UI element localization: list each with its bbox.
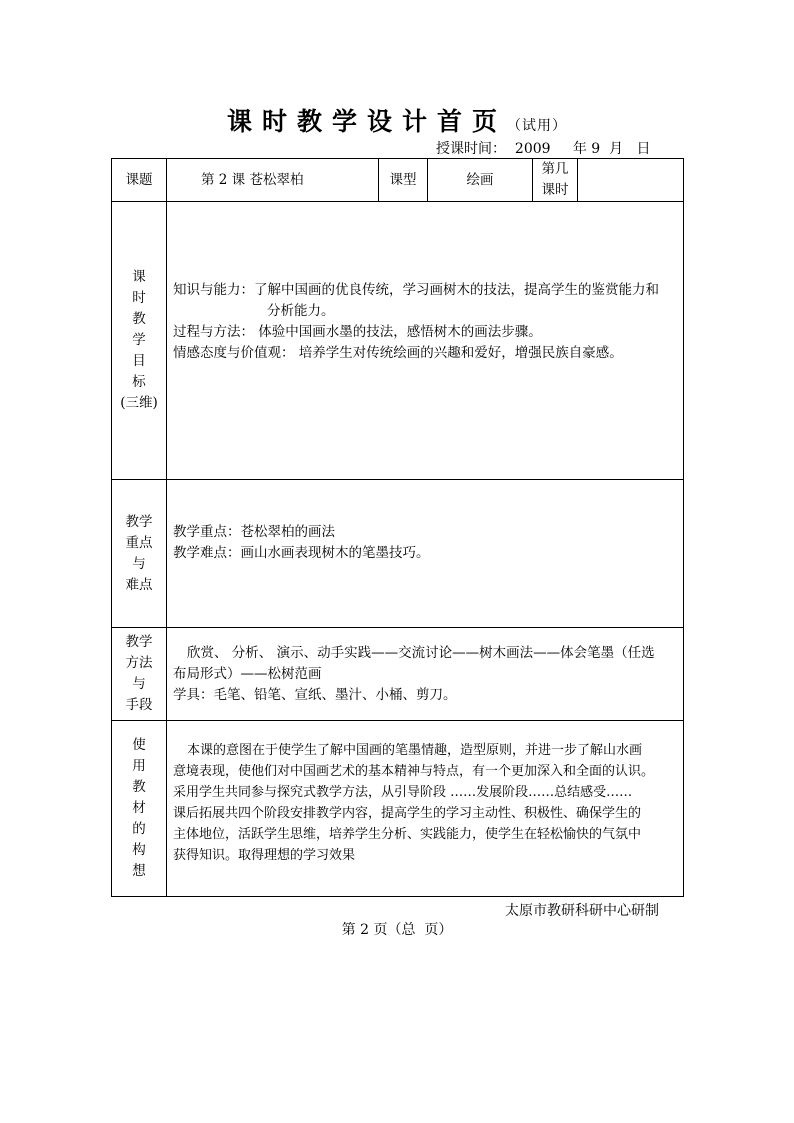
label-char: 学 xyxy=(132,332,146,348)
design-line: 采用学生共同参与探究式教学方法，从引导阶段 ……发展阶段……总结感受…… xyxy=(173,784,633,800)
date-label: 授课时间： xyxy=(436,141,506,157)
objectives-content xyxy=(167,202,684,480)
label-char: 材 xyxy=(132,800,146,816)
design-line: 意境表现，使他们对中国画艺术的基本精神与特点，有一个更加深入和全面的认识。 xyxy=(173,763,655,779)
topic-value: 第 2 课 苍松翠柏 xyxy=(167,159,379,202)
methods-label xyxy=(112,628,167,721)
objectives-row xyxy=(112,202,684,480)
design-content xyxy=(167,721,684,897)
keypoints-label xyxy=(112,480,167,628)
label-char: 教 xyxy=(132,779,146,795)
title-main: 课时教学设计首页 xyxy=(226,107,507,136)
label-char: 课 xyxy=(132,269,146,285)
methods-line: 学具：毛笔、铅笔、宣纸、墨汁、小桶、剪刀。 xyxy=(173,686,457,703)
label-line: 教学 xyxy=(125,634,153,650)
label-line: 与 xyxy=(132,676,146,692)
date-year: 2009 xyxy=(514,141,551,157)
design-line: 本课的意图在于使学生了解中国画的笔墨情趣，造型原则，并进一步了解山水画 xyxy=(187,742,643,758)
label-char: 使 xyxy=(132,737,146,753)
document-title xyxy=(0,102,794,138)
methods-line: 布局形式）——松树范画 xyxy=(173,665,322,682)
design-line: 主体地位，活跃学生思维，培养学生分析、实践能力，使学生在轻松愉快的气氛中 xyxy=(173,826,642,842)
design-line: 课后拓展共四个阶段安排教学内容，提高学生的学习主动性、积极性、确保学生的 xyxy=(173,805,642,821)
methods-content xyxy=(167,628,684,721)
label-char: 用 xyxy=(132,758,146,774)
page-number: 第 2 页（总 页） xyxy=(341,922,453,938)
methods-row xyxy=(112,628,684,721)
objectives-line: 情感态度与价值观： 培养学生对传统绘画的兴趣和爱好，增强民族自豪感。 xyxy=(173,344,623,361)
keypoints-content xyxy=(167,480,684,628)
label-char: 的 xyxy=(132,821,146,837)
header-row xyxy=(112,159,684,202)
label-line: 方法 xyxy=(125,655,153,671)
objectives-line: 知识与能力：了解中国画的优良传统，学习画树木的技法，提高学生的鉴赏能力和 xyxy=(173,281,659,298)
label-char: 时 xyxy=(132,290,146,306)
period-label-line: 第几 xyxy=(541,161,569,177)
design-line: 获得知识。取得理想的学习效果 xyxy=(173,847,356,863)
topic-label: 课题 xyxy=(112,159,167,202)
label-line: 与 xyxy=(132,555,146,572)
label-char: 教 xyxy=(132,311,146,327)
keypoints-row xyxy=(112,480,684,628)
period-value xyxy=(578,159,684,202)
period-label xyxy=(533,159,578,202)
objectives-label xyxy=(112,202,167,480)
label-line: 手段 xyxy=(125,697,153,713)
design-row xyxy=(112,721,684,897)
design-label xyxy=(112,721,167,897)
methods-line: 欣赏、 分析、 演示、动手实践——交流讨论——树木画法——体会笔墨（任选 xyxy=(187,644,655,661)
lesson-plan-table xyxy=(111,158,684,897)
footer-organization: 太原市教研科研中心研制 xyxy=(505,903,659,919)
lesson-date xyxy=(436,138,650,158)
keypoints-line: 教学重点：苍松翠柏的画法 xyxy=(173,523,335,540)
label-line: 重点 xyxy=(125,534,153,551)
label-char: 想 xyxy=(132,863,146,879)
date-month: 9 xyxy=(591,141,601,157)
label-line: 难点 xyxy=(125,576,153,593)
label-char: 构 xyxy=(132,842,146,858)
period-label-line: 课时 xyxy=(541,182,569,198)
date-year-unit: 年 xyxy=(572,141,587,157)
keypoints-line: 教学难点：画山水画表现树木的笔墨技巧。 xyxy=(173,544,430,561)
type-label: 课型 xyxy=(379,159,428,202)
date-day-unit: 日 xyxy=(636,141,651,157)
objectives-line: 过程与方法： 体验中国画水墨的技法，感悟树木的画法步骤。 xyxy=(173,323,542,340)
title-sub: （试用） xyxy=(507,118,567,134)
date-month-unit: 月 xyxy=(609,141,624,157)
label-char: 目 xyxy=(132,353,146,369)
objectives-line: 分析能力。 xyxy=(267,302,335,319)
type-value: 绘画 xyxy=(428,159,533,202)
label-line: 教学 xyxy=(125,513,153,530)
label-char: (三维) xyxy=(120,395,158,411)
label-char: 标 xyxy=(132,374,146,390)
